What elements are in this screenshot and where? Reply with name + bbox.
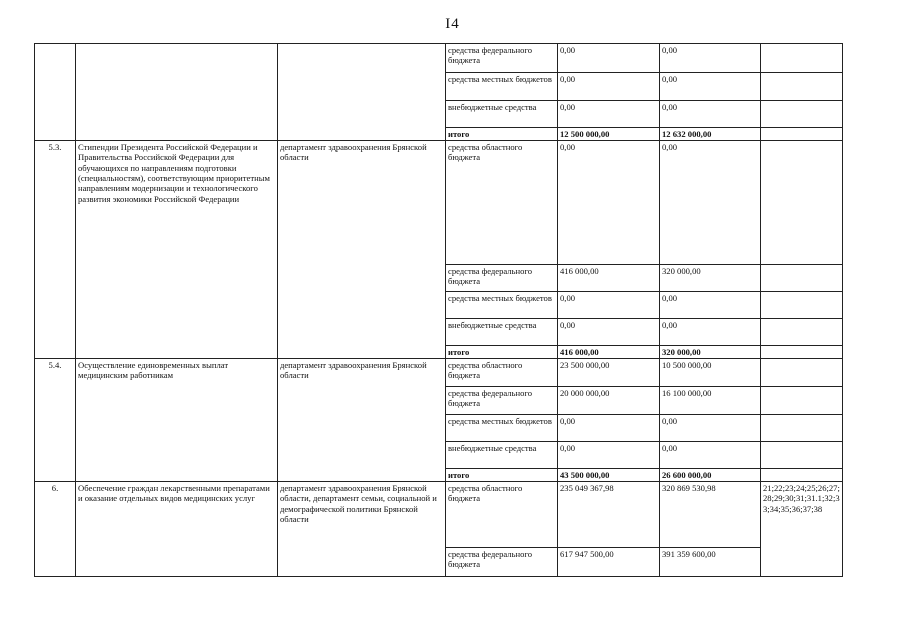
cell-indicators <box>761 359 843 387</box>
cell-value-2: 0,00 <box>660 44 761 73</box>
cell-source: средства местных бюджетов <box>446 73 558 101</box>
cell-source: средства областного бюджета <box>446 482 558 548</box>
cell-source: итого <box>446 128 558 141</box>
cell-value-1: 12 500 000,00 <box>558 128 660 141</box>
cell-value-2: 10 500 000,00 <box>660 359 761 387</box>
cell-value-2: 0,00 <box>660 442 761 469</box>
cell-source: итого <box>446 346 558 359</box>
cell-source: итого <box>446 469 558 482</box>
cell-value-1: 20 000 000,00 <box>558 387 660 415</box>
cell-indicators: 21;22;23;24;25;26;27;28;29;30;31;31.1;32;33;34;35;36;37;38 <box>761 482 843 577</box>
cell-indicators <box>761 442 843 469</box>
cell-source: средства федерального бюджета <box>446 44 558 73</box>
table-row <box>35 44 843 73</box>
cell-value-1: 0,00 <box>558 442 660 469</box>
cell-value-1: 235 049 367,98 <box>558 482 660 548</box>
cell-num: 5.4. <box>35 359 76 482</box>
cell-indicators <box>761 346 843 359</box>
table-row <box>35 482 843 548</box>
cell-indicators <box>761 73 843 101</box>
cell-executor <box>278 44 446 141</box>
cell-executor: департамент здравоохранения Брянской области <box>278 141 446 359</box>
cell-source: средства областного бюджета <box>446 141 558 265</box>
cell-value-2: 26 600 000,00 <box>660 469 761 482</box>
cell-indicators <box>761 128 843 141</box>
cell-value-2: 0,00 <box>660 415 761 442</box>
cell-value-1: 416 000,00 <box>558 346 660 359</box>
cell-value-2: 320 000,00 <box>660 265 761 292</box>
cell-value-1: 416 000,00 <box>558 265 660 292</box>
cell-value-1: 43 500 000,00 <box>558 469 660 482</box>
cell-indicators <box>761 319 843 346</box>
cell-source: внебюджетные средства <box>446 101 558 128</box>
cell-name: Стипендии Президента Российской Федерации и Правительства Российской Федерации для обучающихся по направлениям подготовки (специальностям), соответствующим приоритетным направлениям модернизации и технологического развития экономики Российской Федерации <box>76 141 278 359</box>
table-row <box>35 141 843 265</box>
cell-indicators <box>761 101 843 128</box>
cell-name <box>76 44 278 141</box>
cell-source: средства федерального бюджета <box>446 265 558 292</box>
cell-indicators <box>761 44 843 73</box>
cell-value-2: 0,00 <box>660 101 761 128</box>
cell-value-1: 0,00 <box>558 101 660 128</box>
cell-value-2: 320 869 530,98 <box>660 482 761 548</box>
cell-value-1: 0,00 <box>558 319 660 346</box>
cell-value-2: 0,00 <box>660 73 761 101</box>
budget-table <box>34 43 843 577</box>
cell-value-2: 12 632 000,00 <box>660 128 761 141</box>
cell-value-1: 0,00 <box>558 292 660 319</box>
page-number: I4 <box>445 16 460 32</box>
cell-value-1: 23 500 000,00 <box>558 359 660 387</box>
cell-indicators <box>761 415 843 442</box>
cell-source: средства федерального бюджета <box>446 548 558 577</box>
cell-source: средства областного бюджета <box>446 359 558 387</box>
cell-value-2: 0,00 <box>660 319 761 346</box>
cell-source: средства местных бюджетов <box>446 292 558 319</box>
cell-executor: департамент здравоохранения Брянской области <box>278 359 446 482</box>
cell-value-2: 391 359 600,00 <box>660 548 761 577</box>
cell-indicators <box>761 387 843 415</box>
table-row <box>35 359 843 387</box>
cell-value-1: 617 947 500,00 <box>558 548 660 577</box>
cell-name: Осуществление единовременных выплат медицинским работникам <box>76 359 278 482</box>
cell-indicators <box>761 141 843 265</box>
cell-num: 5.3. <box>35 141 76 359</box>
cell-value-2: 320 000,00 <box>660 346 761 359</box>
cell-name: Обеспечение граждан лекарственными препаратами и оказание отдельных видов медицинских услуг <box>76 482 278 577</box>
cell-indicators <box>761 265 843 292</box>
cell-source: средства федерального бюджета <box>446 387 558 415</box>
cell-source: средства местных бюджетов <box>446 415 558 442</box>
cell-executor: департамент здравоохранения Брянской области, департамент семьи, социальной и демографической политики Брянской области <box>278 482 446 577</box>
cell-value-1: 0,00 <box>558 415 660 442</box>
cell-value-1: 0,00 <box>558 44 660 73</box>
cell-indicators <box>761 469 843 482</box>
cell-value-1: 0,00 <box>558 141 660 265</box>
cell-source: внебюджетные средства <box>446 442 558 469</box>
cell-source: внебюджетные средства <box>446 319 558 346</box>
cell-value-2: 16 100 000,00 <box>660 387 761 415</box>
cell-num: 6. <box>35 482 76 577</box>
cell-value-2: 0,00 <box>660 292 761 319</box>
cell-value-2: 0,00 <box>660 141 761 265</box>
cell-value-1: 0,00 <box>558 73 660 101</box>
cell-indicators <box>761 292 843 319</box>
cell-num <box>35 44 76 141</box>
